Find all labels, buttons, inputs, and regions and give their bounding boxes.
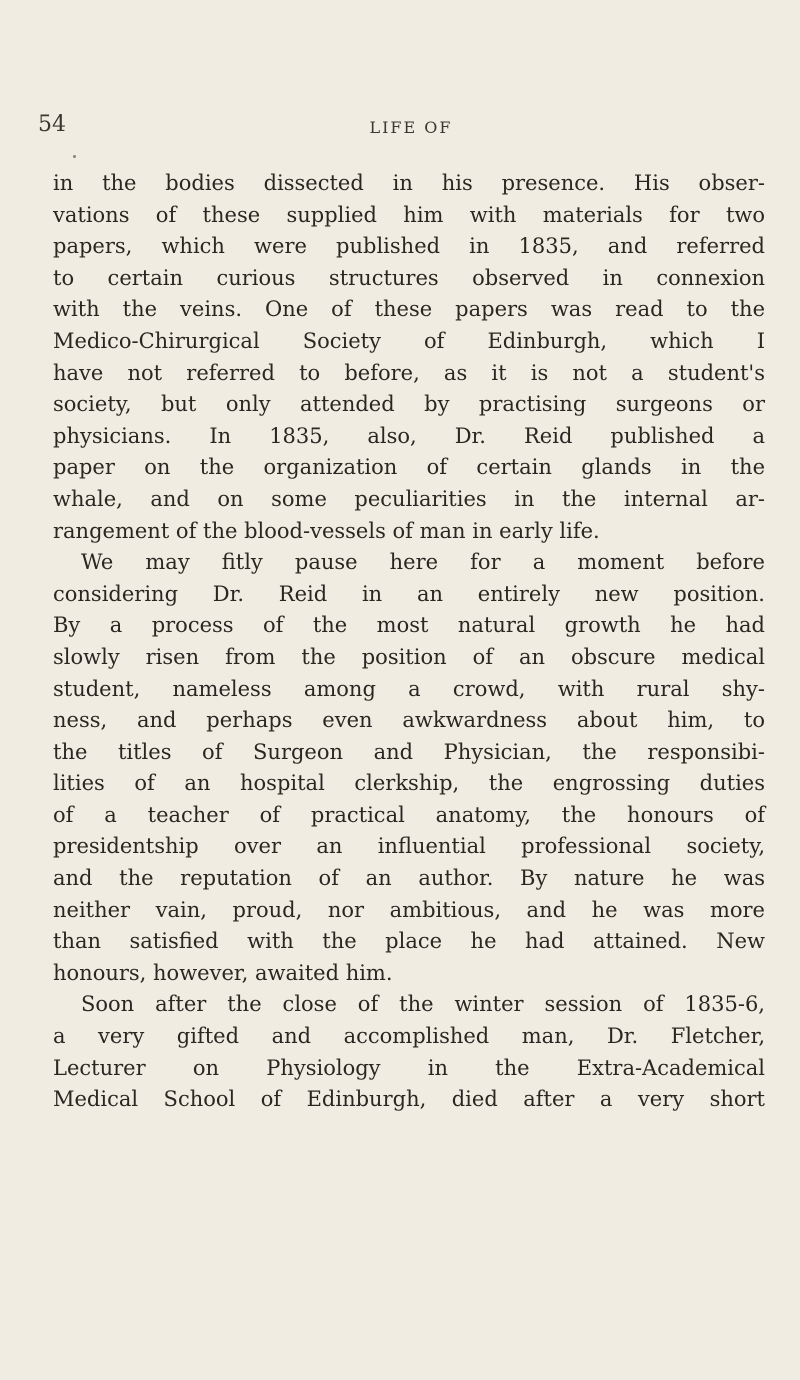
text-line: By a process of the most natural growth he had — [53, 613, 765, 638]
text-line: have not referred to before, as it is not a student's — [53, 360, 765, 385]
running-head: LIFE OF — [369, 118, 453, 137]
text-line: society, but only attended by practising surgeons or — [53, 392, 765, 417]
text-line: honours, however, awaited him. — [53, 960, 393, 985]
text-line: neither vain, proud, nor ambitious, and he was more — [53, 897, 765, 922]
text-line: with the veins. One of these papers was read to the — [53, 297, 765, 322]
text-line: rangement of the blood-vessels of man in early life. — [53, 518, 600, 543]
ink-speck — [73, 155, 76, 158]
text-line: the titles of Surgeon and Physician, the responsibi- — [53, 739, 765, 764]
text-line: whale, and on some peculiarities in the internal ar- — [53, 486, 765, 511]
text-line: lities of an hospital clerkship, the engrossing duties — [53, 771, 765, 796]
text-line: than satisfied with the place he had attained. New — [53, 929, 765, 954]
text-line: student, nameless among a crowd, with rural shy- — [53, 676, 765, 701]
text-line: ness, and perhaps even awkwardness about him, to — [53, 708, 765, 733]
text-line: paper on the organization of certain glands in the — [53, 455, 765, 480]
text-line: and the reputation of an author. By nature he was — [53, 866, 765, 891]
page-number: 54 — [38, 112, 66, 137]
text-line: to certain curious structures observed in connexion — [53, 265, 765, 290]
text-line: physicians. In 1835, also, Dr. Reid published a — [53, 423, 765, 448]
text-line: Soon after the close of the winter session of 1835-6, — [81, 992, 765, 1017]
body-text — [53, 168, 765, 1116]
text-line: Lecturer on Physiology in the Extra-Academical — [53, 1055, 765, 1080]
text-line: in the bodies dissected in his presence. His obser- — [53, 171, 765, 195]
text-line: slowly risen from the position of an obscure medical — [53, 644, 765, 669]
text-line: a very gifted and accomplished man, Dr. Fletcher, — [53, 1024, 765, 1049]
text-line: presidentship over an influential professional society, — [53, 834, 765, 859]
text-line: Medical School of Edinburgh, died after a very short — [53, 1087, 765, 1112]
text-line: Medico-Chirurgical Society of Edinburgh, which I — [53, 328, 765, 353]
text-line: considering Dr. Reid in an entirely new position. — [53, 581, 765, 606]
text-line: We may fitly pause here for a moment before — [81, 550, 765, 575]
text-line: of a teacher of practical anatomy, the honours of — [53, 802, 765, 827]
text-line: papers, which were published in 1835, and referred — [53, 234, 765, 259]
text-line: vations of these supplied him with materials for two — [53, 202, 765, 227]
